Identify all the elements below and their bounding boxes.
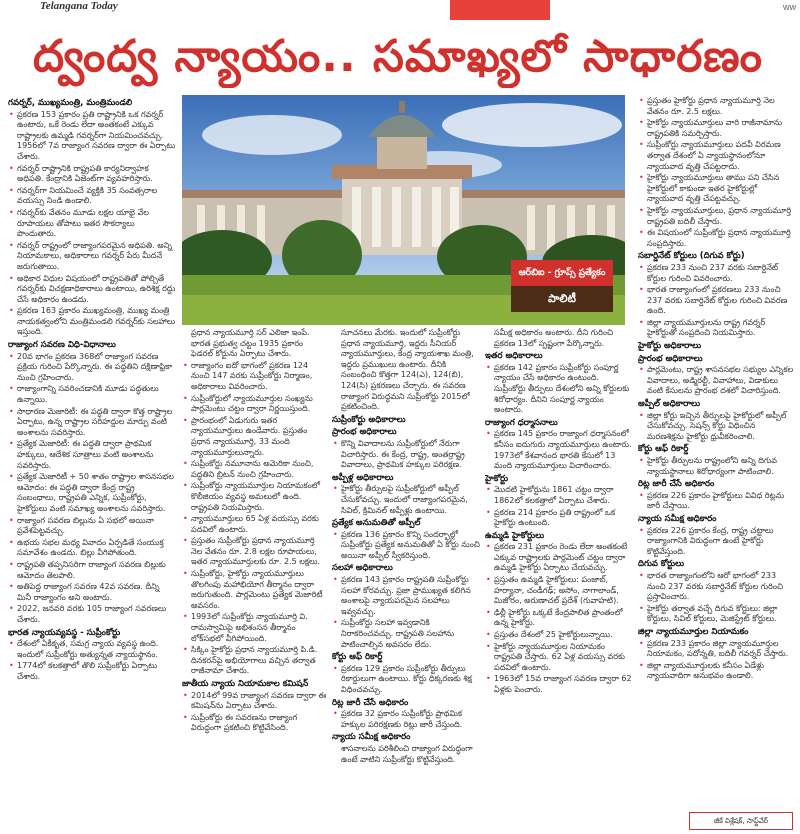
paragraph: • భారత రాజ్యాంగంలోని ఆరో భాగంలో 233 నుంచి 237 వరకు సబార్డినేట్ కోర్టుల గురించి ప్రస్తావించారు. <box>638 571 794 603</box>
paragraph: • జిల్లా న్యాయమూర్తులను రాష్ట్ర గవర్నర్ హైకోర్టుతో సంప్రదించి నియమిస్తారు. <box>638 318 794 339</box>
section-heading: రిట్ల జారీ చేసే అధికారం <box>332 697 409 708</box>
paragraph: • సుప్రీంకోర్టు న్యాయమూర్తులు పదవీ విరమణ తర్వాత దేశంలో ఏ న్యాయస్థానంలోనూ న్యాయవాద వృత్తి చేపట్టరాదు. <box>638 140 794 172</box>
author-credit: జీకే విశ్లేషక్, సాఫ్ట్‌వేర్ <box>689 812 793 830</box>
paragraph: • ప్రస్తుతం హైకోర్టు ప్రధాన న్యాయమూర్తి నెల వేతనం రూ. 2.5 లక్షలు. <box>638 96 794 117</box>
section-heading: న్యాయ సమీక్ష అధికారం <box>638 513 717 524</box>
paragraph: • ప్రకరణ 214 ప్రకారం ప్రతి రాష్ట్రంలో ఒక హైకోర్టు ఉంటుంది. <box>485 508 633 529</box>
paragraph: • దేశంలో ఏకీకృత, సమగ్ర న్యాయ వ్యవస్థ ఉంది. ఇందులో సుప్రీంకోర్టు అత్యున్నత న్యాయస్థానం. <box>8 639 176 660</box>
paragraph: ప్రధాన న్యాయమూర్తి సర్ ఎలిజా ఇంపే. భారత ప్రభుత్వ చట్టం 1935 ప్రకారం ఫెడరల్ కోర్టును ఏర్పాటు చేశారు. <box>191 328 310 359</box>
paragraph: • మొదటి హైకోర్టును 1861 చట్టం ద్వారా 1862లో కలకత్తాలో ఏర్పాటు చేశారు. <box>485 485 633 506</box>
paragraph: • హైకోర్టు తీర్పులపై సుప్రీంకోర్టులో అప్పీల్ చేసుకోవచ్చు. ఇందులో రాజ్యాంగపరమైన, సివిల్, క్రిమినల్ అప్పీళ్లు ఉంటాయి. <box>332 484 480 516</box>
section-heading: దిగువ కోర్టులు <box>638 559 685 570</box>
section-heading: జాతీయ న్యాయ నియామకాల కమిషన్ <box>182 679 309 689</box>
paragraph: • 2014లో 99వ రాజ్యాంగ సవరణ ద్వారా ఈ కమిషన్‌ను ఏర్పాటు చేశారు. <box>182 691 327 712</box>
section-heading: భారత న్యాయవ్యవస్థ - సుప్రీంకోర్టు <box>8 627 121 638</box>
website-label: ww <box>783 2 796 12</box>
masthead-bar <box>0 0 800 26</box>
paragraph: • హైకోర్టు న్యాయమూర్తులు, ప్రధాన న్యాయమూర్తి రాష్ట్రపతి బదిలీ చేస్తారు. <box>638 206 794 227</box>
section-heading: అప్పీల్ అధికారాలు <box>638 399 701 410</box>
section-heading: ఉమ్మడి హైకోర్టులు <box>485 530 545 541</box>
paragraph: • అతిపెద్ద రాజ్యాంగ సవరణ 42వ సవరణ. దీన్ని మినీ రాజ్యాంగం అని అంటారు. <box>8 582 176 603</box>
section-heading: హైకోర్టు <box>485 473 509 484</box>
paragraph: • ప్రస్తుతం దేశంలో 25 హైకోర్టులున్నాయి. <box>485 630 633 641</box>
paragraph: • పార్లమెంటు, రాష్ట్ర శాసనసభల సభ్యుల ఎన్నికల వివాదాలు, అడ్మిరల్టీ, వివాహాలు, విడాకులు వంటి కేసులను ప్రారంభ దశలో విచారిస్తుంది. <box>638 365 794 397</box>
article-column-2 <box>182 328 327 832</box>
paragraph: • 1774లో కలకత్తాలో తొలి సుప్రీంకోర్టు ఏర్పాటు చేశారు. <box>8 661 176 682</box>
paragraph: సమీక్ష అధికారం అంటారు. దీని గురించి ప్రకరణ 13లో స్పష్టంగా పేర్కొన్నారు. <box>494 328 614 348</box>
paragraph: • జిల్లా న్యాయమూర్తులకు కనీసం ఏడేళ్లు న్యాయవాదిగా అనుభవం ఉండాలి. <box>638 661 794 682</box>
paragraph: • ప్రకరణ 142 ప్రకారం సుప్రీంకోర్టు సంపూర్ణ న్యాయం చేసే అధికారం ఉంటుంది. సుప్రీంకోర్టు తీర్పులు దేశంలోని అన్ని కోర్టులకు శిరోధార్యం. దీనిని సంపూర్ణ న్యాయం అంటారు. <box>485 363 633 416</box>
paragraph: • ప్రత్యేక మెజారిటీ + 50 శాతం రాష్ట్రాల శాసనసభల ఆమోదం: ఈ పద్ధతి ద్వారా కేంద్ర రాష్ట్ర సంబంధాలు, రాష్ట్రపతి ఎన్నిక, సుప్రీంకోర్టు, హైకోర్టులు వంటి సమాఖ్య అంశాలను సవరిస్తారు. <box>8 472 176 514</box>
paragraph: • ప్రకరణ 233 ప్రకారం జిల్లా న్యాయమూర్తుల నియామకం, పదోన్నతి, బదిలీ గవర్నర్ చేస్తారు. <box>638 639 794 660</box>
paragraph: • గవర్నర్ రాష్ట్రానికి రాష్ట్రపతి కార్యనిర్వాహక అధిపతి. కేంద్రానికి ఏజెంట్‌గా వ్యవహరిస్తారు. <box>8 164 176 185</box>
paragraph: • రాజ్యాంగం ఐదో భాగంలో ప్రకరణ 124 నుంచి 147 వరకు సుప్రీంకోర్టు నిర్మాణం, అధికారాలు వివరించారు. <box>182 361 327 393</box>
section-heading: కోర్టు ఆఫ్ రికార్డ్ <box>332 652 383 663</box>
paragraph: • సిక్కిం హైకోర్టు ప్రధాన న్యాయమూర్తి పి.డి. దినకరన్‌పై అభియోగాలు వచ్చిన తర్వాత రాజీనామా చేశారు. <box>182 645 327 677</box>
paragraph: • ప్రకరణ 129 ప్రకారం సుప్రీంకోర్టు తీర్పులు రికార్డులుగా ఉంటాయి. కోర్టు ధిక్కరణకు శిక్ష విధించవచ్చు. <box>332 664 480 696</box>
paragraph: • రాజ్యాంగ సవరణ బిల్లును ఏ సభలో అయినా ప్రవేశపెట్టవచ్చు. <box>8 516 176 537</box>
paragraph: • గవర్నర్ రాష్ట్రంలో రాజ్యాంగపరమైన అధిపతి. అన్ని నియామకాలు, అధికారాలు గవర్నర్ పేరు మీదనే జరుగుతాయి. <box>8 241 176 273</box>
paragraph: • సుప్రీంకోర్టు న్యాయమూర్తుల నియామకంలో కొలీజియం వ్యవస్థ అమలులో ఉంది. రాష్ట్రపతి నియమిస్తారు. <box>182 481 327 513</box>
section-heading: గవర్నర్, ముఖ్యమంత్రి, మంత్రిమండలి <box>8 98 133 108</box>
paragraph: • రాష్ట్రపతి తప్పనిసరిగా రాజ్యాంగ సవరణ బిల్లుకు ఆమోదం తెలపాలి. <box>8 560 176 581</box>
paragraph: • ప్రకరణ 233 నుంచి 237 వరకు సబార్డినేట్ కోర్టుల గురించి వివరించారు. <box>638 263 794 284</box>
paragraph: • సుప్రీంకోర్టు, హైకోర్టు న్యాయమూర్తులు తొలగింపు మహాభియోగ తీర్మానం ద్వారా జరుగుతుంది. పార్లమెంటు ప్రత్యేక మెజారిటీ అవసరం. <box>182 569 327 611</box>
paragraph: • 2022, జనవరి వరకు 105 రాజ్యాంగ సవరణలు చేశారు. <box>8 604 176 625</box>
section-heading: జిల్లా న్యాయమూర్తుల నియామకం <box>638 626 749 637</box>
paragraph: • 1963లో 15వ రాజ్యాంగ సవరణ ద్వారా 62 ఏళ్లకు పెంచారు. <box>485 674 633 695</box>
paragraph: • సాధారణ మెజారిటీ: ఈ పద్ధతి ద్వారా కొత్త రాష్ట్రాల ఏర్పాటు, ఉన్న రాష్ట్రాల సరిహద్దుల మార్పు వంటి అంశాలను సవరిస్తారు. <box>8 407 176 439</box>
paragraph: • హైకోర్టు న్యాయమూర్తులు వారి రాజీనామాను రాష్ట్రపతికి సమర్పిస్తారు. <box>638 118 794 139</box>
paragraph: • హైకోర్టు తీర్పులను రాష్ట్రంలోని అన్ని దిగువ న్యాయస్థానాలు శిరోధార్యంగా పాటించాలి. <box>638 456 794 477</box>
photo-credit-box <box>511 260 613 312</box>
paragraph: • గవర్నర్‌గా నియమించే వ్యక్తికి 35 సంవత్సరాల వయస్సు నిండి ఉండాలి. <box>8 186 176 207</box>
paragraph: • ప్రత్యేక మెజారిటీ: ఈ పద్ధతి ద్వారా ప్రాథమిక హక్కులు, ఆదేశిక సూత్రాలు వంటి అంశాలను సవరిస్తారు. <box>8 439 176 471</box>
credit-top-label: ఆర్‌బిఐ - గ్రూప్స్ ప్రత్యేకం <box>511 260 613 286</box>
paragraph: • ప్రకరణ 226 ప్రకారం కేంద్ర, రాష్ట్ర చట్టాలు రాజ్యాంగానికి విరుద్ధంగా ఉంటే హైకోర్టు కొట్టివేస్తుంది. <box>638 526 794 558</box>
paragraph: • హైకోర్టు న్యాయమూర్తులు తాము పని చేసిన హైకోర్టులో కాకుండా ఇతర హైకోర్టుల్లో న్యాయవాద వృత్తి చేపట్టవచ్చు. <box>638 173 794 205</box>
article-column-3 <box>332 328 480 832</box>
section-heading: హైకోర్టు అధికారాలు <box>638 341 702 352</box>
paragraph: • సుప్రీంకోర్టు నమూనాను అమెరికా నుంచి, పద్ధతిని బ్రిటన్ నుంచి గ్రహించారు. <box>182 459 327 480</box>
paragraph: • ప్రకరణ 226 ప్రకారం హైకోర్టులు వివిధ రిట్లను జారీ చేస్తాయి. <box>638 491 794 512</box>
paragraph: • 1993లో సుప్రీంకోర్టు న్యాయమూర్తి వి. రామస్వామిపై అభిశంసన తీర్మానం లోక్‌సభలో వీగిపోయింది. <box>182 612 327 644</box>
paragraph: • సుప్రీంకోర్టులో న్యాయమూర్తుల సంఖ్యను పార్లమెంటు చట్టం ద్వారా నిర్ణయిస్తుంది. <box>182 394 327 415</box>
article-headline: ద్వంద్వ న్యాయం.. సమాఖ్యలో సాధారణం <box>33 31 763 82</box>
paragraph: • ప్రకరణ 145 ప్రకారం రాజ్యాంగ ధర్మాసనంలో కనీసం ఐదుగురు న్యాయమూర్తులు ఉంటారు. 1973లో కేశవానంద భారతి కేసులో 13 మంది న్యాయమూర్తులు విచారించారు. <box>485 429 633 471</box>
paragraph: • హైకోర్టు తర్వాత వచ్చే దిగువ కోర్టులు: జిల్లా కోర్టులు, సివిల్ కోర్టులు, మెజిస్ట్రేట్ కోర్టులు. <box>638 604 794 625</box>
section-heading: అప్పీళ్ల అధికారాలు <box>332 472 394 483</box>
credit-bottom-label: పాలిటీ <box>511 286 613 312</box>
paragraph: • ప్రకరణ 163 ప్రకారం ముఖ్యమంత్రి, ముఖ్య మంత్రి నాయకత్వంలోని మంత్రిమండలి గవర్నర్‌కు సలహాలు ఇస్తుంది. <box>8 306 176 338</box>
paragraph: • గవర్నర్‌కు వేతనం మూడు లక్షల యాభై వేల రూపాయలు తోపాటు ఇతర సౌకర్యాలు పొందుతారు. <box>8 208 176 240</box>
newspaper-name: Telangana Today <box>40 0 118 12</box>
section-heading: కోర్టు ఆఫ్ రికార్డ్ <box>638 444 689 455</box>
paragraph: • ప్రకరణ 32 ప్రకారం సుప్రీంకోర్టు ప్రాథమిక హక్కుల పరిరక్షణకు రిట్లు జారీ చేస్తుంది. <box>332 709 480 730</box>
article-column-1 <box>8 96 176 832</box>
paragraph: • ప్రారంభంలో ఏడుగురు ఇతర న్యాయమూర్తులు ఉండేవారు. ప్రస్తుతం ప్రధాన న్యాయమూర్తి, 33 మంది న్యాయమూర్తులున్నారు. <box>182 416 327 458</box>
paragraph: శాసనాలను పరిశీలించి రాజ్యాంగ విరుద్ధంగా ఉంటే వాటిని సుప్రీంకోర్టు కొట్టివేస్తుంది. <box>341 743 473 764</box>
paragraph: • ఈ విషయంలో సుప్రీంకోర్టు ప్రధాన న్యాయమూర్తి సంప్రదిస్తారు. <box>638 228 794 249</box>
paragraph: • ప్రకరణ 231 ప్రకారం రెండు లేదా అంతకంటే ఎక్కువ రాష్ట్రాలకు పార్లమెంట్ చట్టం ద్వారా ఉమ్మడి హైకోర్టు ఏర్పాటు చేయవచ్చు. <box>485 542 633 574</box>
section-heading: సలహా అధికారాలు <box>332 563 393 574</box>
paragraph: • ప్రస్తుతం సుప్రీంకోర్టు ప్రధాన న్యాయమూర్తి నెల వేతనం రూ. 2.8 లక్షల రూపాయలు, ఇతర న్యాయమూర్తులకు రూ. 2.5 లక్షలు. <box>182 536 327 568</box>
paragraph: • జిల్లా కోర్టు ఇచ్చిన తీర్పులపై హైకోర్టులో అప్పీల్ చేసుకోవచ్చు. సెషన్స్ కోర్టు విధించిన మరణశిక్షను హైకోర్టు ధ్రువీకరించాలి. <box>638 411 794 443</box>
paragraph: • ఉభయ సభల మధ్య వివాదం ఏర్పడితే సంయుక్త సమావేశం ఉండదు. బిల్లు వీగిపోతుంది. <box>8 538 176 559</box>
paragraph: • సుప్రీంకోర్టు ఈ సవరణను రాజ్యాంగ విరుద్ధంగా ప్రకటించి కొట్టివేసింది. <box>182 713 327 734</box>
section-heading: ప్రత్యేక అనుమతితో అప్పీల్ <box>332 518 421 529</box>
section-heading: రాజ్యాంగ సవరణ విధి-విధానాలు <box>8 340 116 351</box>
paragraph: • ప్రకరణ 136 ప్రకారం కొన్ని సందర్భాల్లో సుప్రీంకోర్టు ప్రత్యేక అనుమతితో ఏ కోర్టు నుంచి అయినా అప్పీల్ స్వీకరిస్తుంది. <box>332 530 480 562</box>
paragraph: • అధికార విధుల విషయంలో రాష్ట్రపతితో పోల్చితే గవర్నర్‌కు విచక్షణాధికారాలు ఉంటాయి, ఉరిశిక్ష రద్దు చేసే అధికారం ఉండదు. <box>8 274 176 306</box>
paragraph: • ప్రస్తుతం ఉమ్మడి హైకోర్టులు: పంజాబ్, హర్యానా, చండీగఢ్; అసోం, నాగాలాండ్, మిజోరం, అరుణాచల్ ప్రదేశ్ (గువాహటి). <box>485 575 633 607</box>
section-heading: సుప్రీంకోర్టు అధికారాలు <box>332 414 406 425</box>
paragraph: • ఢిల్లీ హైకోర్టు ఒక్కటే కేంద్రపాలిత ప్రాంతంలో ఉన్న హైకోర్టు. <box>485 608 633 629</box>
section-heading: ఇతర అధికారాలు <box>485 351 543 362</box>
paragraph: • సుప్రీంకోర్టు సలహా ఇవ్వడానికి నిరాకరించవచ్చు. రాష్ట్రపతి సలహాను పాటించాల్సిన అవసరం లేదు. <box>332 618 480 650</box>
section-heading: న్యాయ సమీక్ష అధికారం <box>332 732 411 743</box>
paragraph: • ప్రకరణ 143 ప్రకారం రాష్ట్రపతి సుప్రీంకోర్టు సలహా కోరవచ్చు. ప్రజా ప్రాముఖ్యత కలిగిన అంశాలపై న్యాయపరమైన సలహాలు ఇవ్వవచ్చు. <box>332 575 480 617</box>
section-heading: ప్రారంభ అధికారాలు <box>638 353 703 364</box>
article-column-4 <box>485 328 633 832</box>
section-heading: ప్రారంభ అధికారాలు <box>332 427 397 438</box>
paragraph: • 20వ భాగం ప్రకరణ 368లో రాజ్యాంగ సవరణ ప్రక్రియ గురించి పేర్కొన్నారు. ఈ పద్ధతిని దక్షిణాఫ్రికా నుంచి గ్రహించారు. <box>8 352 176 384</box>
paragraph: • న్యాయమూర్తులు 65 ఏళ్ల వయస్సు వరకు పదవిలో ఉంటారు. <box>182 514 327 535</box>
section-tab <box>450 0 550 20</box>
section-heading: రిట్ల జారీ చేసే అధికారం <box>638 479 715 490</box>
paragraph: సూచనలు మేరకు. ఇందులో సుప్రీంకోర్టు ప్రధాన న్యాయమూర్తి, ఇద్దరు సీనియర్ న్యాయమూర్తులు, కేంద్ర న్యాయశాఖ మంత్రి, ఇద్దరు ప్రముఖులు ఉంటారు. దీనికి సంబంధించి కొత్తగా 124(ఎ), 124(బి), 124(సి) ప్రకరణలు చేర్చారు. ఈ సవరణ రాజ్యాంగ విరుద్ధమని సుప్రీంకోర్టు 2015లో ప్రకటించింది. <box>341 328 474 412</box>
article-column-5 <box>638 96 794 808</box>
paragraph: • ప్రకరణ 153 ప్రకారం ప్రతి రాష్ట్రానికి ఒక గవర్నర్ ఉంటారు, ఒకే రెండు లేదా అంతకంటే ఎక్కువ రాష్ట్రాలకు ఉమ్మడి గవర్నర్‌గా నియమించవచ్చు. 1956లో 7వ రాజ్యాంగ సవరణ ద్వారా ఈ ఏర్పాటు చేశారు. <box>8 110 176 163</box>
paragraph: • భారత రాజ్యాంగంలో ప్రకరణలు 233 నుంచి 237 వరకు సబార్డినేట్ కోర్టుల గురించి వివరణ ఉంది. <box>638 285 794 317</box>
section-heading: రాజ్యాంగ ధర్మాసనాలు <box>485 417 558 428</box>
section-heading: సబార్డినేట్ కోర్టులు (దిగువ కోర్టు) <box>638 251 745 262</box>
paragraph: • కొన్ని వివాదాలను సుప్రీంకోర్టులో నేరుగా విచారిస్తారు. ఈ కేంద్ర, రాష్ట్ర, అంతర్రాష్ట్ర వివాదాలు, ప్రాథమిక హక్కుల పరిరక్షణ. <box>332 439 480 471</box>
paragraph: • రాజ్యాంగాన్ని సవరించడానికి మూడు పద్ధతులు ఉన్నాయి. <box>8 384 176 405</box>
paragraph: • హైకోర్టు న్యాయమూర్తుల నియామకం రాష్ట్రపతి చేస్తారు. 62 ఏళ్ల వయస్సు వరకు పదవిలో ఉంటారు. <box>485 642 633 674</box>
